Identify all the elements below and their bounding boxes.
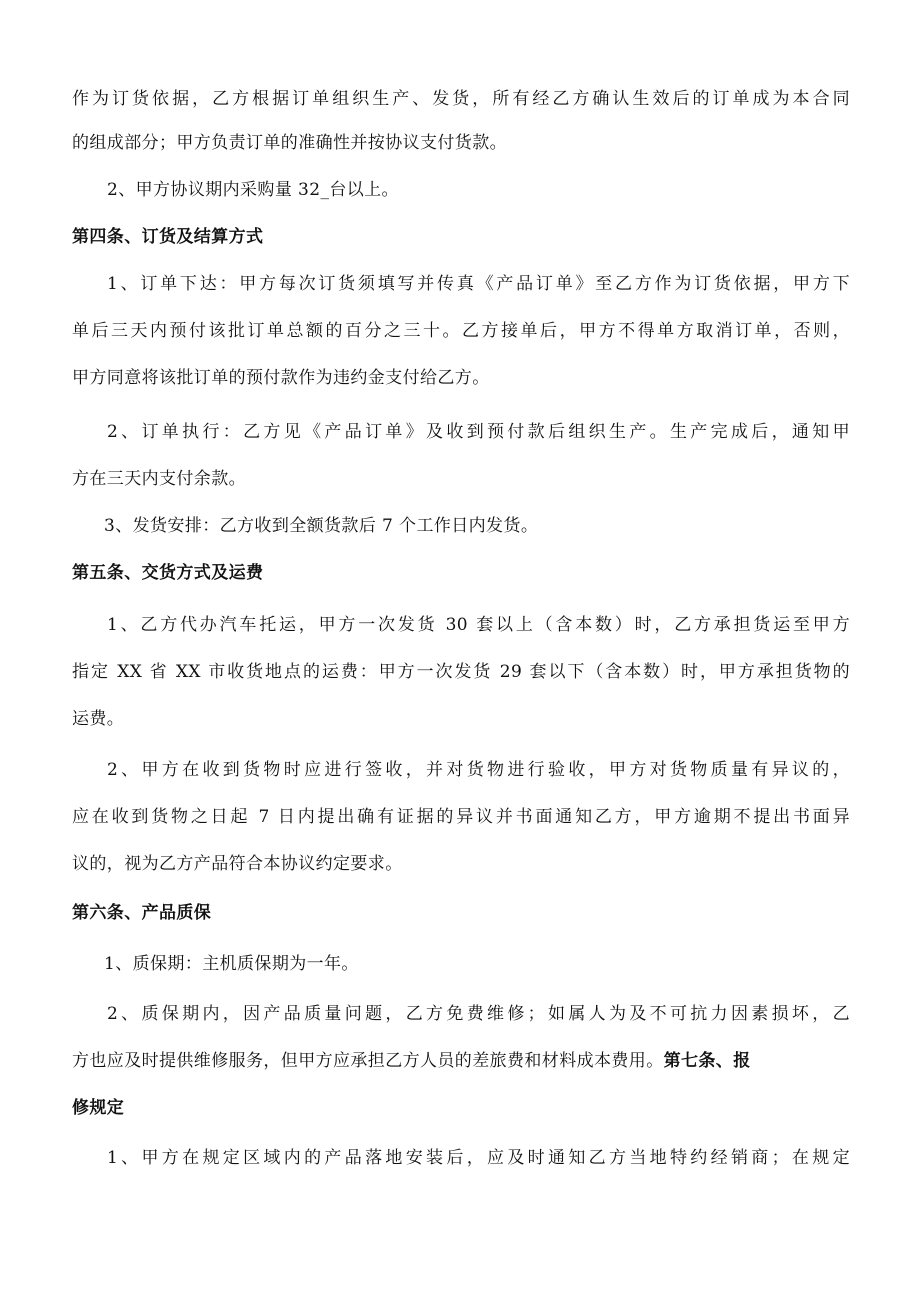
- text-line: 方在三天内支付余款。: [72, 469, 246, 489]
- text-line: 1、乙方代办汽车托运，甲方一次发货 30 套以上（含本数）时，乙方承担货运至甲方: [107, 615, 850, 635]
- text-line: 指定 XX 省 XX 市收货地点的运费：甲方一次发货 29 套以下（含本数）时，甲方承担货物的: [72, 662, 850, 682]
- text-line: 1、质保期：主机质保期为一年。: [104, 954, 359, 974]
- text-line: 2、甲方协议期内采购量 32_台以上。: [107, 180, 399, 200]
- text-line: 应在收到货物之日起 7 日内提出确有证据的异议并书面通知乙方，甲方逾期不提出书面异: [72, 807, 850, 827]
- text-line: 1、甲方在规定区域内的产品落地安装后，应及时通知乙方当地特约经销商；在规定: [107, 1148, 850, 1168]
- text-segment: 方也应及时提供维修服务，但甲方应承担乙方人员的差旅费和材料成本费用。: [72, 1051, 664, 1071]
- text-line: 的组成部分；甲方负责订单的准确性并按协议支付货款。: [72, 133, 507, 153]
- section-heading-continued: 修规定: [72, 1098, 125, 1118]
- section-heading: 第五条、交货方式及运费: [72, 563, 264, 583]
- text-line: 2、订单执行：乙方见《产品订单》及收到预付款后组织生产。生产完成后，通知甲: [107, 422, 850, 442]
- section-heading: 第六条、产品质保: [72, 903, 212, 923]
- text-line: 2、质保期内，因产品质量问题，乙方免费维修；如属人为及不可抗力因素损坏，乙: [107, 1004, 850, 1024]
- text-line: 1、订单下达：甲方每次订货须填写并传真《产品订单》至乙方作为订货依据，甲方下: [107, 274, 850, 294]
- text-line: 2、甲方在收到货物时应进行签收，并对货物进行验收，甲方对货物质量有异议的，: [107, 760, 850, 780]
- text-line: 运费。: [72, 709, 125, 729]
- text-line: 议的，视为乙方产品符合本协议约定要求。: [72, 854, 403, 874]
- section-heading-inline: 第七条、报: [663, 1051, 751, 1071]
- text-line: 作为订货依据，乙方根据订单组织生产、发货，所有经乙方确认生效后的订单成为本合同: [72, 89, 850, 109]
- text-line-with-heading: [72, 1050, 850, 1072]
- text-line: 单后三天内预付该批订单总额的百分之三十。乙方接单后，甲方不得单方取消订单，否则，: [72, 321, 850, 341]
- text-line: 甲方同意将该批订单的预付款作为违约金支付给乙方。: [72, 368, 490, 388]
- section-heading: 第四条、订货及结算方式: [72, 227, 264, 247]
- text-line: 3、发货安排：乙方收到全额货款后 7 个工作日内发货。: [104, 516, 539, 536]
